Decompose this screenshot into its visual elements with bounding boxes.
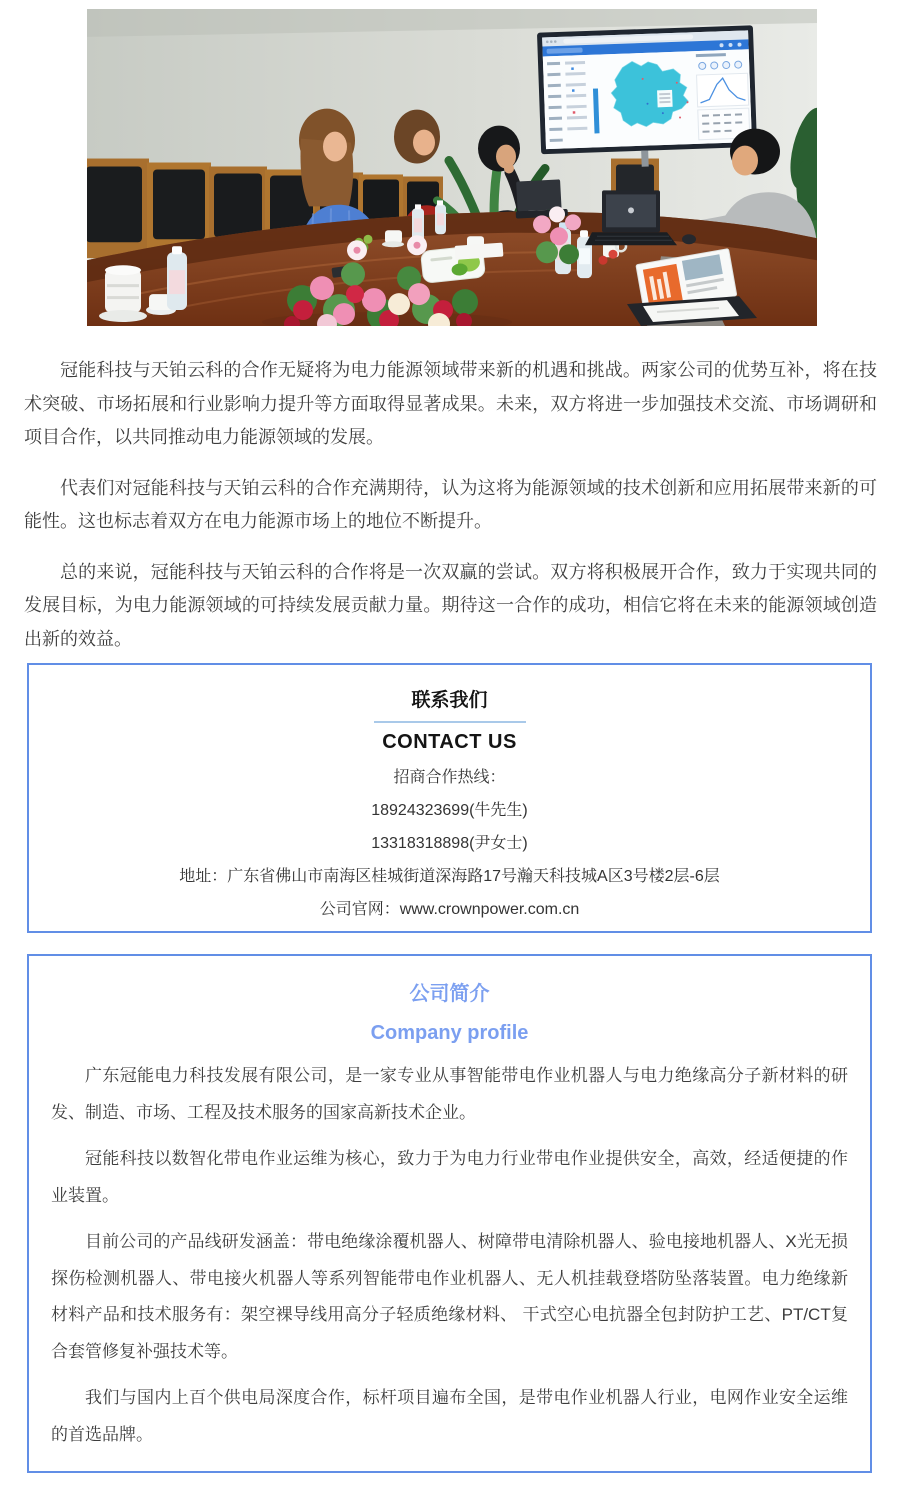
dashboard-ui	[542, 30, 752, 149]
profile-paragraph: 冠能科技以数智化带电作业运维为核心，致力于为电力行业带电作业提供安全，高效，经适便捷的作业装置。	[51, 1149, 848, 1205]
phone-number-1: 18924323699(牛先生)	[371, 802, 528, 819]
article-paragraph: 总的来说，冠能科技与天铂云科的合作将是一次双赢的尝试。双方将积极展开合作，致力于实现共同的发展目标，为电力能源领域的可持续发展贡献力量。期待这一合作的成功，相信它将在未来的能源领域创造出新的效益。	[24, 561, 877, 649]
contact-info	[29, 761, 870, 926]
dashboard-right-panel	[696, 52, 750, 139]
water-bottle	[167, 246, 187, 310]
article-paragraph: 代表们对冠能科技与天铂云科的合作充满期待，认为这将为能源领域的技术创新和应用拓展带来新的可能性。这也标志着双方在电力能源市场上的地位不断提升。	[24, 477, 877, 531]
profile-paragraph: 目前公司的产品线研发涵盖：带电绝缘涂覆机器人、树障带电清除机器人、验电接地机器人、X光无损探伤检测机器人、带电接火机器人等系列智能带电作业机器人、无人机挂载登塔防坠落装置。电力绝缘新材料产品和技术服务有：架空裸导线用高分子轻质绝缘材料、 干式空心电抗器全包封防护工艺、PT/CT复合套管修复补强技术等。	[51, 1232, 848, 1361]
contact-divider	[374, 721, 526, 723]
meeting-room-photo	[87, 9, 817, 326]
water-bottle	[435, 200, 446, 234]
paper-cup-stack	[99, 265, 147, 322]
profile-paragraph: 我们与国内上百个供电局深度合作，标杆项目遍布全国，是带电作业机器人行业，电网作业安全运维的首选品牌。	[51, 1388, 848, 1444]
profile-title-en: Company profile	[370, 1022, 529, 1044]
contact-title-cn: 联系我们	[411, 690, 488, 711]
mouse	[682, 234, 696, 244]
company-website: 公司官网：www.crownpower.com.cn	[319, 901, 580, 918]
ceramic-cup	[382, 230, 404, 247]
phone-number-2: 13318318898(尹女士)	[371, 835, 528, 852]
profile-paragraph: 广东冠能电力科技发展有限公司，是一家专业从事智能带电作业机器人与电力绝缘高分子新材料的研发、制造、市场、工程及技术服务的国家高新技术企业。	[51, 1066, 848, 1122]
chair	[87, 159, 149, 259]
hotline-label: 招商合作热线：	[393, 769, 506, 786]
meeting-room-illustration	[87, 9, 817, 326]
contact-title-en: CONTACT US	[382, 731, 517, 753]
profile-body	[51, 1058, 848, 1453]
company-profile-box	[27, 954, 872, 1473]
company-address: 地址：广东省佛山市南海区桂城街道深海路17号瀚天科技城A区3号楼2层-6层	[179, 868, 720, 885]
tv-stand	[641, 151, 649, 167]
article-body	[24, 354, 877, 673]
contact-box	[27, 663, 872, 933]
profile-title-cn: 公司简介	[409, 983, 490, 1005]
article-paragraph: 冠能科技与天铂云科的合作无疑将为电力能源领域带来新的机遇和挑战。两家公司的优势互补，将在技术突破、市场拓展和行业影响力提升等方面取得显著成果。未来，双方将进一步加强技术交流、市场调研和项目合作，以共同推动电力能源领域的发展。	[24, 360, 877, 447]
